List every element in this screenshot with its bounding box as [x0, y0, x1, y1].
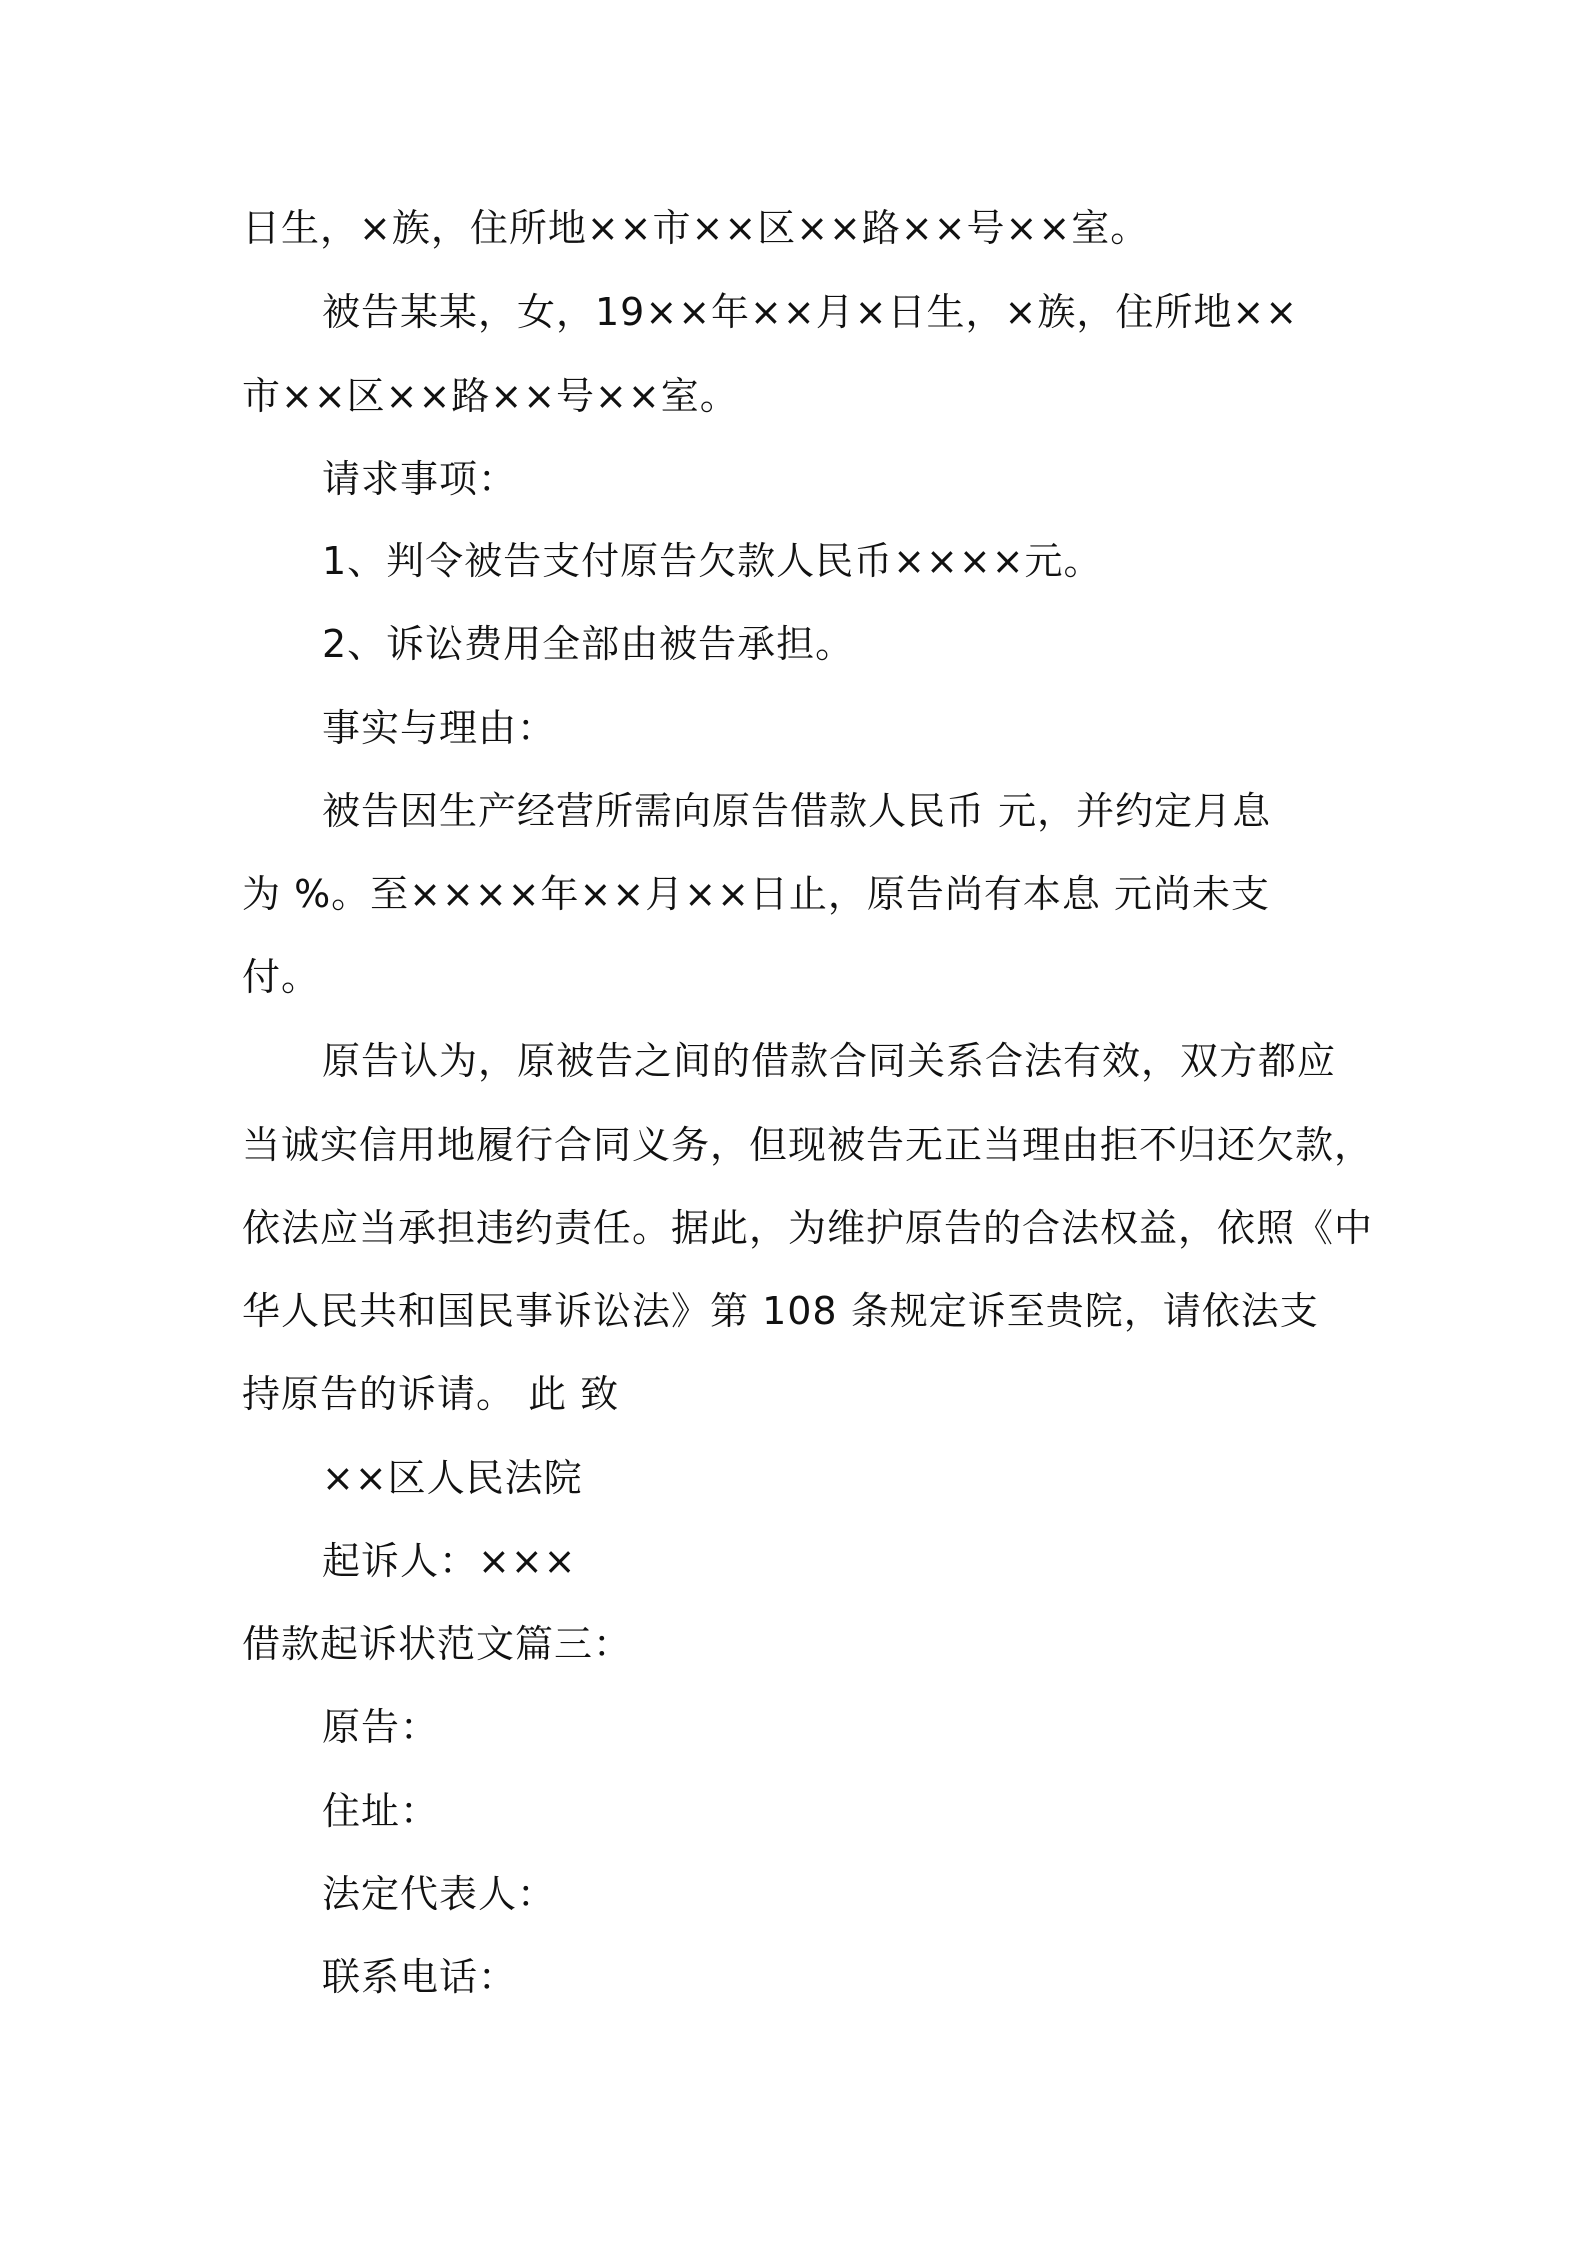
text-line-5: 1、判令被告支付原告欠款人民币××××元。 — [322, 539, 1103, 583]
text-line-17: 起诉人：××× — [322, 1539, 577, 1583]
text-line-16: ××区人民法院 — [322, 1456, 583, 1500]
text-line-20: 住址： — [322, 1789, 440, 1833]
text-line-19: 原告： — [322, 1705, 440, 1749]
text-line-14: 华人民共和国民事诉讼法》第 108 条规定诉至贵院，请依法支 — [242, 1289, 1319, 1333]
text-line-2: 被告某某，女，19××年××月×日生，×族，住所地×× — [322, 290, 1299, 334]
text-line-9: 为 %。至××××年××月××日止，原告尚有本息 元尚未支 — [242, 872, 1270, 916]
text-line-6: 2、诉讼费用全部由被告承担。 — [322, 622, 855, 666]
section-heading: 借款起诉状范文篇三： — [242, 1622, 633, 1666]
text-line-8: 被告因生产经营所需向原告借款人民币 元，并约定月息 — [322, 789, 1272, 833]
text-line-7: 事实与理由： — [322, 706, 557, 750]
text-line-4: 请求事项： — [322, 457, 518, 501]
text-line-13: 依法应当承担违约责任。据此，为维护原告的合法权益，依照《中 — [242, 1206, 1374, 1250]
text-line-21: 法定代表人： — [322, 1872, 557, 1916]
text-line-1: 日生，×族，住所地××市××区××路××号××室。 — [242, 206, 1150, 250]
text-line-3: 市××区××路××号××室。 — [242, 374, 739, 418]
text-line-12: 当诚实信用地履行合同义务，但现被告无正当理由拒不归还欠款， — [242, 1123, 1374, 1167]
text-line-11: 原告认为，原被告之间的借款合同关系合法有效，双方都应 — [322, 1039, 1337, 1083]
text-line-10: 付。 — [242, 955, 321, 999]
text-line-15: 持原告的诉请。 此 致 — [242, 1372, 620, 1416]
text-line-22: 联系电话： — [322, 1955, 518, 1999]
